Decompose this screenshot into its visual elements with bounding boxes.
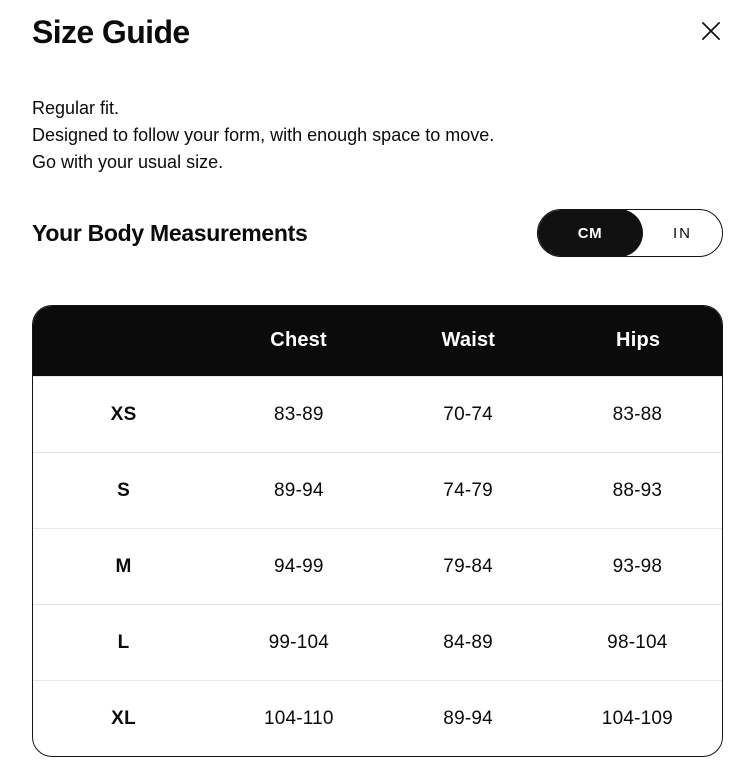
chest-value: 83-89 bbox=[274, 403, 324, 425]
fit-description-line: Designed to follow your form, with enough space to move. bbox=[32, 125, 495, 145]
modal-header bbox=[32, 14, 723, 51]
table-row bbox=[33, 452, 722, 528]
size-label: XL bbox=[111, 707, 137, 729]
waist-value: 70-74 bbox=[443, 403, 493, 425]
column-header-hips: Hips bbox=[616, 329, 661, 351]
unit-option-in[interactable]: IN bbox=[643, 210, 722, 256]
fit-description-line: Regular fit. bbox=[32, 98, 120, 118]
fit-description bbox=[32, 95, 723, 176]
hips-value: 83-88 bbox=[612, 403, 663, 425]
chest-value: 104-110 bbox=[263, 707, 334, 729]
measurements-section-header bbox=[32, 209, 723, 257]
unit-toggle[interactable] bbox=[537, 209, 723, 257]
chest-value: 94-99 bbox=[274, 555, 324, 577]
waist-value: 89-94 bbox=[443, 707, 493, 729]
close-icon bbox=[698, 18, 724, 44]
size-label: XS bbox=[110, 403, 137, 425]
close-button[interactable] bbox=[695, 15, 727, 47]
table-row bbox=[33, 376, 722, 452]
hips-value: 104-109 bbox=[601, 707, 673, 729]
column-header-chest: Chest bbox=[270, 329, 327, 351]
column-header-waist: Waist bbox=[441, 329, 496, 351]
table-row bbox=[33, 604, 722, 680]
size-table-header-row bbox=[32, 305, 723, 376]
table-row bbox=[33, 528, 722, 604]
hips-value: 98-104 bbox=[607, 631, 668, 653]
page-title: Size Guide bbox=[32, 14, 190, 50]
waist-value: 79-84 bbox=[443, 555, 493, 577]
hips-value: 88-93 bbox=[612, 479, 663, 501]
chest-value: 99-104 bbox=[268, 631, 330, 653]
size-table bbox=[32, 305, 723, 757]
measurements-heading: Your Body Measurements bbox=[32, 219, 308, 246]
size-label: M bbox=[115, 555, 132, 577]
fit-description-line: Go with your usual size. bbox=[32, 152, 224, 172]
waist-value: 74-79 bbox=[443, 479, 493, 501]
chest-value: 89-94 bbox=[274, 479, 324, 501]
unit-option-cm[interactable]: CM bbox=[537, 209, 643, 257]
size-label: S bbox=[117, 479, 131, 501]
hips-value: 93-98 bbox=[612, 555, 663, 577]
table-row bbox=[33, 680, 722, 756]
waist-value: 84-89 bbox=[443, 631, 493, 653]
size-label: L bbox=[117, 631, 130, 653]
